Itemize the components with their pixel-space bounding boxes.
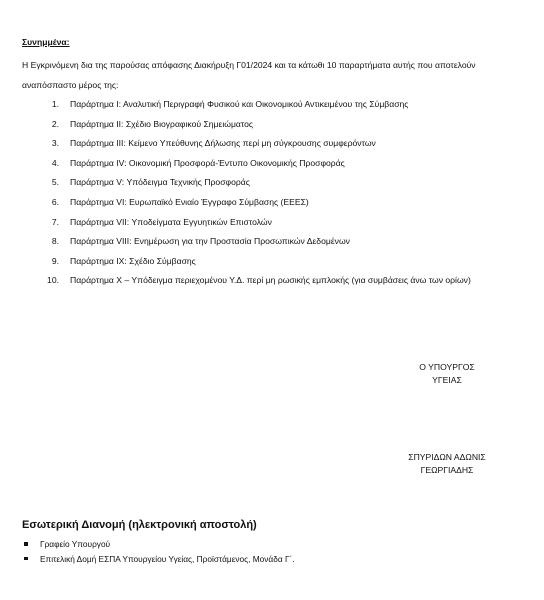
list-item-number: 7. bbox=[51, 216, 59, 227]
list-item-number: 2. bbox=[51, 118, 59, 129]
list-item bbox=[22, 552, 295, 567]
list-item bbox=[38, 232, 518, 252]
list-item bbox=[38, 115, 518, 135]
list-item-number: 6. bbox=[51, 196, 59, 207]
list-item bbox=[38, 213, 518, 233]
signatory-name-line: ΣΠΥΡΙΔΩΝ ΑΔΩΝΙΣ bbox=[408, 452, 486, 462]
list-item-number: 10. bbox=[47, 275, 59, 286]
signatory-name-line: ΓΕΩΡΓΙΑΔΗΣ bbox=[420, 465, 474, 475]
list-item-text: Παράρτημα Ι: Αναλυτική Περιγραφή Φυσικού και Οικονομικού Αντικειμένου της Σύμβασης bbox=[70, 99, 409, 109]
list-item-number: 8. bbox=[51, 236, 59, 247]
list-item-text: Παράρτημα IV: Οικονομική Προσφορά-Έντυπο Οικονομικής Προσφοράς bbox=[70, 157, 345, 168]
square-bullet-icon bbox=[22, 537, 40, 552]
annex-list bbox=[38, 95, 518, 291]
list-item-text: Παράρτημα VII: Υποδείγματα Εγγυητικών Επιστολών bbox=[70, 216, 272, 227]
list-item bbox=[38, 134, 518, 154]
list-item-number: 4. bbox=[51, 157, 59, 168]
list-item-text: Γραφείο Υπουργού bbox=[40, 539, 111, 549]
signatory-title bbox=[402, 361, 492, 387]
square-bullet-icon bbox=[22, 552, 40, 567]
distribution-heading: Εσωτερική Διανομή (ηλεκτρονική αποστολή) bbox=[22, 519, 257, 531]
list-item-number: 5. bbox=[51, 177, 59, 188]
list-item-text: Παράρτημα V: Υπόδειγμα Τεχνικής Προσφοράς bbox=[70, 177, 250, 188]
list-item-text: Παράρτημα VIII: Ενημέρωση για την Προστασία Προσωπικών Δεδομένων bbox=[70, 236, 350, 247]
attachments-heading: Συνημμένα: bbox=[22, 37, 70, 47]
list-item bbox=[38, 271, 518, 291]
list-item-text: Παράρτημα VI: Ευρωπαϊκό Ενιαίο Έγγραφο Σύμβασης (ΕΕΕΣ) bbox=[70, 196, 309, 207]
distribution-list bbox=[22, 537, 295, 566]
attachments-intro: Η Εγκρινόμενη δια της παρούσας απόφασης Διακήρυξη Γ01/2024 και τα κάτωθι 10 παραρτήματα αυτής που αποτελούν αναπόσπαστο μέρος της: bbox=[22, 60, 476, 90]
list-item-number: 1. bbox=[51, 99, 59, 109]
list-item-text: Παράρτημα ΙΙΙ: Κείμενο Υπεύθυνης Δήλωσης περί μη σύγκρουσης συμφερόντων bbox=[70, 138, 376, 149]
list-item-number: 9. bbox=[51, 255, 59, 266]
list-item-text: Επιτελική Δομή ΕΣΠΑ Υπουργείου Υγείας, Προϊστάμενος, Μονάδα Γ΄. bbox=[40, 553, 295, 564]
list-item bbox=[38, 95, 518, 115]
list-item-text: Παράρτημα IX: Σχέδιο Σύμβασης bbox=[70, 255, 196, 266]
signatory-title-line: Ο ΥΠΟΥΡΓΟΣ bbox=[419, 362, 475, 372]
list-item bbox=[22, 537, 295, 552]
list-item bbox=[38, 173, 518, 193]
list-item bbox=[38, 193, 518, 213]
signatory-title-line: ΥΓΕΙΑΣ bbox=[432, 375, 462, 385]
list-item-text: Παράρτημα Χ – Υπόδειγμα περιεχομένου Υ.Δ. περί μη ρωσικής εμπλοκής (για συμβάσεις άνω των ορίων) bbox=[70, 275, 471, 286]
list-item bbox=[38, 154, 518, 174]
signatory-name bbox=[391, 451, 503, 477]
list-item bbox=[38, 252, 518, 272]
list-item-number: 3. bbox=[51, 138, 59, 149]
list-item-text: Παράρτημα ΙΙ: Σχέδιο Βιογραφικού Σημειώματος bbox=[70, 118, 254, 129]
